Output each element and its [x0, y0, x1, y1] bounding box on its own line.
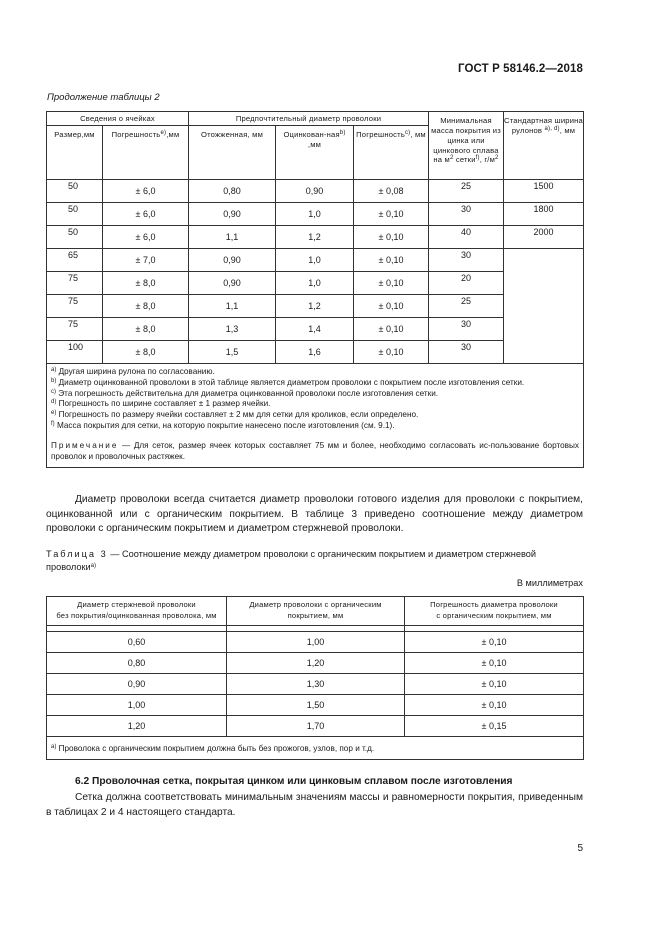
cell-tol: ± 7,0	[103, 249, 189, 272]
cell-wtol: ± 0,10	[354, 341, 429, 364]
cell-core: 1,20	[47, 716, 227, 737]
header-galvanized: Оцинкован-ная$^{b)}$ ,мм	[276, 126, 354, 180]
footnote: $^{f)}$ Масса покрытия для сетки, на которую покрытие нанесено после изготовления (см. 9.1).	[51, 421, 395, 431]
cell-size: 100	[47, 341, 103, 364]
header-coated-tolerance: Погрешность диаметра проволоки с органическим покрытием, мм	[405, 597, 584, 626]
cell-width: 1800	[504, 203, 584, 226]
section-heading: 6.2 Проволочная сетка, покрытая цинком или цинковым сплавом после изготовления	[75, 776, 513, 787]
table-row	[47, 341, 584, 364]
table-row	[47, 653, 584, 674]
cell-wtol: ± 0,10	[354, 295, 429, 318]
cell-coated: 1,20	[227, 653, 405, 674]
cell-wtol: ± 0,10	[354, 318, 429, 341]
cell-galv: 1,2	[276, 295, 354, 318]
footnote: $^{b)}$ Диаметр оцинкованной проволоки в этой таблице является диаметром проволоки с покрытием после изготовления сетки.	[51, 377, 525, 387]
table-2-body	[47, 180, 584, 364]
cell-size: 50	[47, 226, 103, 249]
cell-mass: 20	[429, 272, 504, 295]
units-label: В миллиметрах	[516, 578, 583, 588]
cell-size: 75	[47, 318, 103, 341]
footnote: $^{e)}$ Погрешность по размеру ячейки составляет ± 2 мм для сетки для кроликов, если определено.	[51, 410, 419, 420]
table-row	[47, 272, 584, 295]
cell-annealed: 0,90	[189, 203, 276, 226]
footnote: $^{a)}$ Другая ширина рулона по согласованию.	[51, 367, 215, 376]
cell-galv: 1,6	[276, 341, 354, 364]
cell-coated: 1,50	[227, 695, 405, 716]
cell-galv: 1,0	[276, 272, 354, 295]
cell-wtol: ± 0,10	[354, 272, 429, 295]
cell-size: 65	[47, 249, 103, 272]
cell-galv: 0,90	[276, 180, 354, 203]
cell-wtol: ± 0,10	[354, 203, 429, 226]
header-min-coating-mass: Минимальная масса покрытия из цинка или цинкового сплава на $м^2$ сетки$^{f)}$, $г/м^2$	[429, 112, 504, 180]
cell-mass: 40	[429, 226, 504, 249]
cell-tol: ± 0,15	[405, 716, 584, 737]
footnote: $^{d)}$ Погрешность по ширине составляет ± 1 размер ячейки.	[51, 399, 271, 409]
cell-core: 0,90	[47, 674, 227, 695]
table-row	[47, 295, 584, 318]
cell-annealed: 1,1	[189, 295, 276, 318]
cell-core: 1,00	[47, 695, 227, 716]
cell-tol: ± 0,10	[405, 653, 584, 674]
footnote-list	[51, 367, 579, 432]
cell-tol: ± 8,0	[103, 295, 189, 318]
cell-core: 0,80	[47, 653, 227, 674]
table-row	[47, 318, 584, 341]
cell-annealed: 0,90	[189, 249, 276, 272]
cell-galv: 1,4	[276, 318, 354, 341]
cell-width-empty	[504, 249, 584, 364]
cell-mass: 30	[429, 318, 504, 341]
cell-size: 50	[47, 180, 103, 203]
cell-tol: ± 0,10	[405, 632, 584, 653]
cell-annealed: 1,5	[189, 341, 276, 364]
header-coated-wire: Диаметр проволоки с органическим покрытием, мм	[227, 597, 405, 626]
header-mesh-size: Размер,мм	[47, 126, 103, 180]
cell-mass: 25	[429, 295, 504, 318]
table-2	[46, 111, 584, 468]
footnote: $^{c)}$ Эта погрешность действительна для диаметра оцинкованной проволоки после изготовления сетки.	[51, 388, 439, 398]
cell-tol: ± 8,0	[103, 341, 189, 364]
table-row	[47, 249, 584, 272]
table-row	[47, 203, 584, 226]
cell-tol: ± 0,10	[405, 695, 584, 716]
table-3-body	[47, 632, 584, 737]
header-cell-info: Сведения о ячейках	[47, 112, 189, 126]
table-row	[47, 695, 584, 716]
cell-coated: 1,00	[227, 632, 405, 653]
cell-mass: 30	[429, 203, 504, 226]
table-row	[47, 632, 584, 653]
cell-annealed: 1,1	[189, 226, 276, 249]
cell-tol: ± 8,0	[103, 318, 189, 341]
table-2-note: Примечание — Для сеток, размер ячеек которых составляет 75 мм и более, необходимо согласовать ис-пользование бортовых проволок и проволочных растяжек.	[51, 440, 579, 461]
paragraph-wire-diameter: Диаметр проволоки всегда считается диаметр проволоки готового изделия для проволоки с покрытием, оцинкованной или с органическим покрытием. В таблице 3 приведено соотношение между диаметром проволоки с органическим покрытием и диаметром стержневой проволоки.	[46, 494, 583, 535]
table-3-footnote: $^{a)}$ Проволока с органическим покрытием должна быть без прожогов, узлов, пор и т.д.	[47, 737, 584, 760]
cell-annealed: 0,80	[189, 180, 276, 203]
cell-tol: ± 6,0	[103, 180, 189, 203]
cell-tol: ± 6,0	[103, 226, 189, 249]
cell-size: 50	[47, 203, 103, 226]
cell-mass: 30	[429, 341, 504, 364]
cell-wtol: ± 0,08	[354, 180, 429, 203]
section-paragraph: Сетка должна соответствовать минимальным значениям массы и равномерности покрытия, приведенным в таблицах 2 и 4 настоящего стандарта.	[46, 792, 583, 818]
cell-galv: 1,2	[276, 226, 354, 249]
cell-wtol: ± 0,10	[354, 249, 429, 272]
table-row	[47, 226, 584, 249]
header-wire-tolerance: Погрешность$^{c)}$, мм	[354, 126, 429, 180]
standard-designation: ГОСТ Р 58146.2—2018	[458, 63, 583, 75]
header-mesh-tolerance: Погрешность$^{e)}$,мм	[103, 126, 189, 180]
cell-core: 0,60	[47, 632, 227, 653]
cell-width: 1500	[504, 180, 584, 203]
table-row	[47, 674, 584, 695]
cell-tol: ± 0,10	[405, 674, 584, 695]
cell-tol: ± 6,0	[103, 203, 189, 226]
table-2-footnotes	[47, 364, 584, 468]
table-3	[46, 596, 584, 760]
cell-size: 75	[47, 295, 103, 318]
cell-width: 2000	[504, 226, 584, 249]
table-continuation-label: Продолжение таблицы 2	[47, 92, 160, 103]
cell-mass: 25	[429, 180, 504, 203]
cell-galv: 1,0	[276, 203, 354, 226]
cell-coated: 1,30	[227, 674, 405, 695]
header-roll-width: Стандартная ширина рулонов $^{a), d)}$, мм	[504, 112, 584, 180]
cell-wtol: ± 0,10	[354, 226, 429, 249]
cell-annealed: 1,3	[189, 318, 276, 341]
cell-annealed: 0,90	[189, 272, 276, 295]
cell-size: 75	[47, 272, 103, 295]
header-annealed: Отожженная, мм	[189, 126, 276, 180]
cell-galv: 1,0	[276, 249, 354, 272]
header-wire-diameter: Предпочтительный диаметр проволоки	[189, 112, 429, 126]
page-number: 5	[577, 843, 583, 854]
table-row	[47, 716, 584, 737]
header-core-wire: Диаметр стержневой проволоки без покрытия/оцинкованная проволока, мм	[47, 597, 227, 626]
cell-coated: 1,70	[227, 716, 405, 737]
table-3-caption: Таблица 3 — Соотношение между диаметром проволоки с органическим покрытием и диаметром стержневой проволоки$^{a)}$	[46, 549, 536, 572]
cell-mass: 30	[429, 249, 504, 272]
cell-tol: ± 8,0	[103, 272, 189, 295]
table-row	[47, 180, 584, 203]
